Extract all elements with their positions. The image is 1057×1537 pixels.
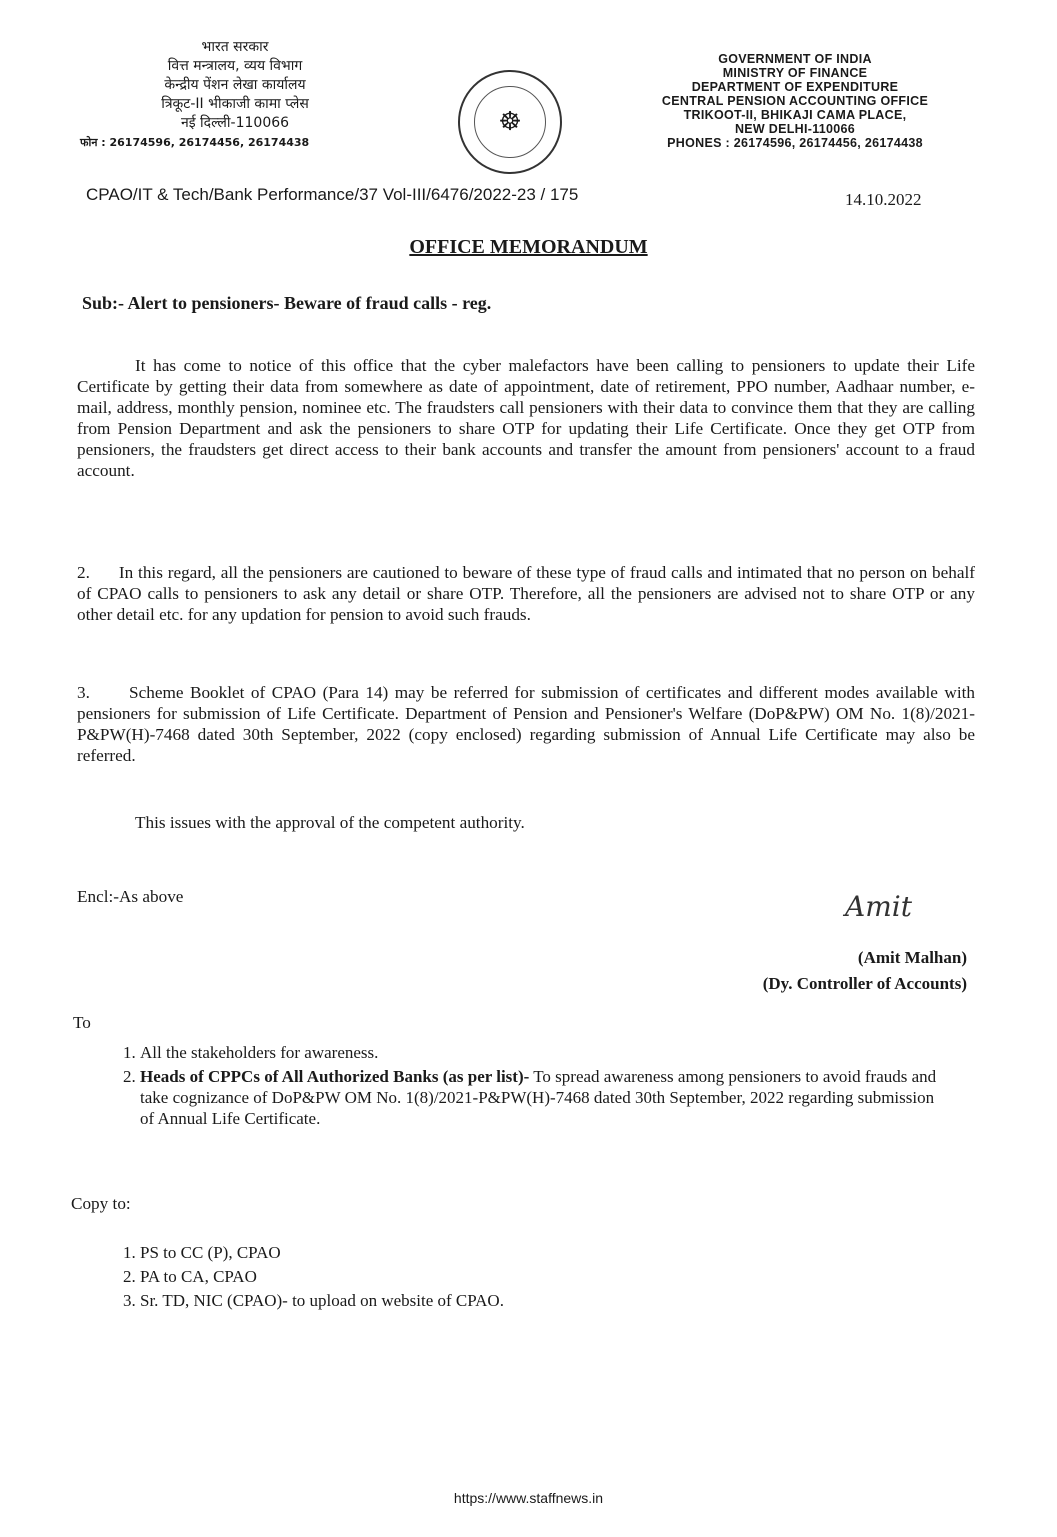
hindi-line: वित्त मन्त्रालय, व्यय विभाग <box>167 58 303 74</box>
hindi-line: केन्द्रीय पेंशन लेखा कार्यालय <box>164 77 306 93</box>
english-line: MINISTRY OF FINANCE <box>722 66 868 80</box>
list-item <box>140 1066 950 1129</box>
memo-title: OFFICE MEMORANDUM <box>409 236 648 258</box>
to-label: To <box>73 1013 91 1032</box>
signatory-name: (Amit Malhan) <box>857 948 967 967</box>
english-line: TRIKOOT-II, BHIKAJI CAMA PLACE, <box>683 108 907 122</box>
english-phone: PHONES : 26174596, 26174456, 26174438 <box>667 136 923 150</box>
english-letterhead <box>585 52 1005 150</box>
copy-list <box>100 1242 504 1314</box>
english-line: CENTRAL PENSION ACCOUNTING OFFICE <box>661 94 929 108</box>
paragraph-3: 3. Scheme Booklet of CPAO (Para 14) may be referred for submission of certificates and different modes available with pensioners for submission of Life Certificate. Department of Pension and Pensioner's Welfare (DoP&PW) OM No. 1(8)/2021-P&PW(H)-7468 dated 30th September, 2022 (copy enclosed) regarding submission of Annual Life Certificate may also be referred. <box>77 683 980 765</box>
hindi-line: त्रिकूट-II भीकाजी कामा प्लेस <box>161 96 309 112</box>
paragraph-2: 2. In this regard, all the pensioners are cautioned to beware of these type of fraud calls and intimated that no person on behalf of CPAO calls to pensioners to ask any detail or share OTP. Therefore, all the pensioners are advised not to share OTP or any other detail etc. for any updation for pension to avoid such frauds. <box>77 563 980 624</box>
signatory <box>763 945 967 997</box>
hindi-letterhead <box>80 38 390 152</box>
hindi-phone: फोन : 26174596, 26174456, 26174438 <box>80 136 310 149</box>
paragraph-1: It has come to notice of this office that the cyber malefactors have been calling to pensioners to update their Life Certificate by getting their data from somewhere as date of appointment, date of retirement, PPO number, Aadhaar number, e-mail, address, monthly pension, nominee etc. The fraudsters call pensioners with their data to convince them that they are calling from Pension Department and ask the pensioners to share OTP for updating their Life Certificate. Once they get OTP from pensioners, the fraudsters get direct access to their bank accounts and transfer the amount from pensioners' account to a fraud account. <box>77 356 975 480</box>
subject-line: Sub:- Alert to pensioners- Beware of fraud calls - reg. <box>82 293 492 313</box>
list-item: 2. PA to CA, CPAO <box>140 1266 504 1287</box>
hindi-line: भारत सरकार <box>201 39 269 55</box>
signatory-designation: (Dy. Controller of Accounts) <box>762 974 967 993</box>
approval-line: This issues with the approval of the competent authority. <box>135 813 525 832</box>
item-text: To spread awareness among pensioners to avoid frauds and take cognizance of DoP&PW OM No. 1(8)/2021-P&PW(H)-7468 dated 30th September, 2022 regarding submission of Annual Life Certificate. <box>140 1067 937 1128</box>
emblem-icon: ☸ <box>474 86 546 158</box>
list-item <box>140 1042 950 1063</box>
english-line: DEPARTMENT OF EXPENDITURE <box>691 80 899 94</box>
english-line: GOVERNMENT OF INDIA <box>718 52 872 66</box>
english-line: NEW DELHI-110066 <box>734 122 856 136</box>
list-item: 1. PS to CC (P), CPAO <box>140 1242 504 1263</box>
list-item: 3. Sr. TD, NIC (CPAO)- to upload on website of CPAO. <box>140 1290 504 1311</box>
signature: Amit <box>845 890 912 923</box>
to-list <box>100 1042 950 1132</box>
hindi-line: नई दिल्ली-110066 <box>180 115 290 131</box>
reference-number: CPAO/IT & Tech/Bank Performance/37 Vol-III/6476/2022-23 / 175 <box>86 185 579 204</box>
item-text: All the stakeholders for awareness. <box>140 1043 379 1062</box>
memo-date: 14.10.2022 <box>845 190 922 209</box>
enclosure: Encl:-As above <box>77 887 184 906</box>
office-seal <box>458 70 562 174</box>
item-bold: Heads of CPPCs of All Authorized Banks (as per list)- <box>140 1067 530 1086</box>
copy-label: Copy to: <box>71 1194 131 1213</box>
footer-url: https://www.staffnews.in <box>453 1490 604 1506</box>
